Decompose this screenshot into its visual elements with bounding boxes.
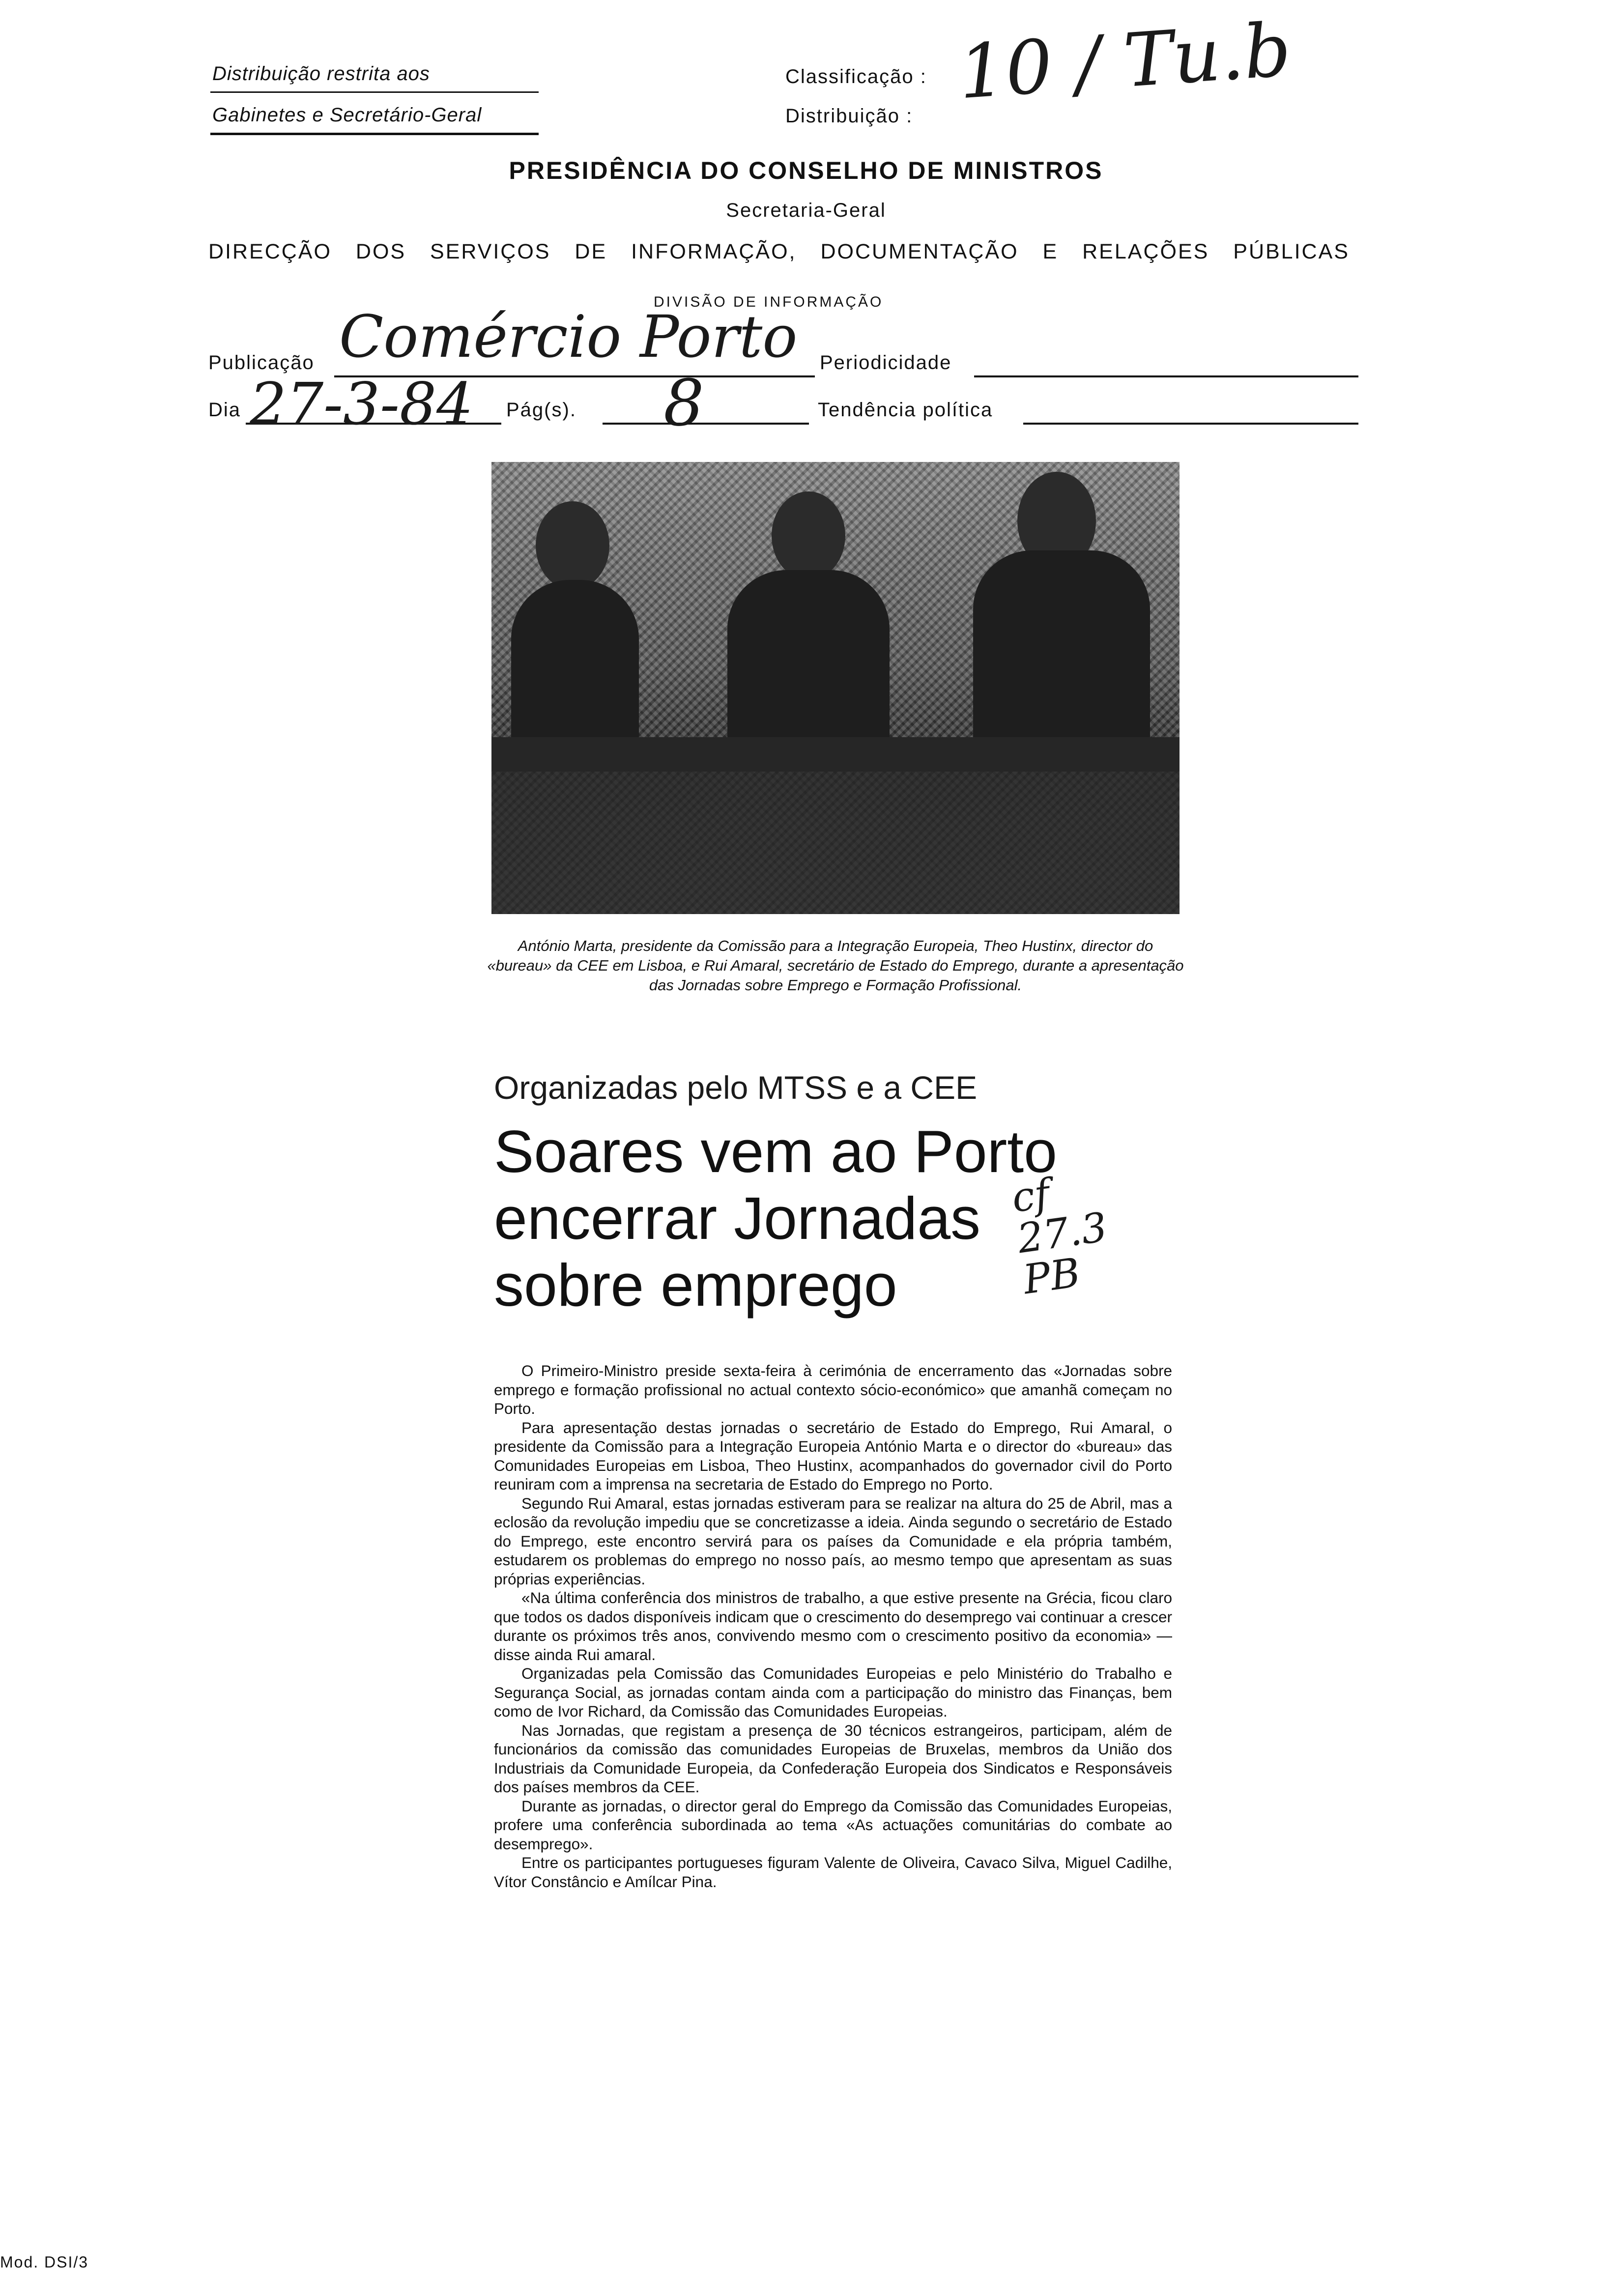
photo-person-center-head	[772, 491, 845, 580]
periodicidade-label: Periodicidade	[820, 352, 952, 373]
distribuicao-label: Distribuição :	[785, 105, 913, 127]
publicacao-handwritten-value: Comércio Porto	[339, 303, 798, 371]
body-paragraph-7: Durante as jornadas, o director geral do Emprego da Comissão das Comunidades Europeias, profere uma conferência subordinada ao tema «As actuações comunitárias do combate ao desemprego».	[494, 1797, 1172, 1853]
body-paragraph-3: Segundo Rui Amaral, estas jornadas estiveram para se realizar na altura do 25 de Abril, mas a eclosão da revolução impediu que se concretizasse a ideia. Ainda segundo o secretário de Estado do Emprego, este encontro servirá para os países da Comunidade e ela própria também, estudarem os problemas do emprego no nosso país, ao mesmo tempo que apresentam as suas próprias experiências.	[494, 1494, 1172, 1588]
directorate-heading: DIRECÇÃO DOS SERVIÇOS DE INFORMAÇÃO, DOCUMENTAÇÃO E RELAÇÕES PÚBLICAS	[208, 240, 1350, 263]
body-paragraph-5: Organizadas pela Comissão das Comunidades Europeias e pelo Ministério do Trabalho e Segurança Social, as jornadas contam ainda com a participação do ministro das Finanças, bem como de Ivor Richard, da Comissão das Comunidades Europeias.	[494, 1665, 1172, 1720]
body-paragraph-8: Entre os participantes portugueses figuram Valente de Oliveira, Cavaco Silva, Miguel Cadilhe, Vítor Constâncio e Amílcar Pina.	[494, 1854, 1172, 1891]
ministry-heading: PRESIDÊNCIA DO CONSELHO DE MINISTROS	[509, 157, 1103, 184]
photo-table	[491, 737, 1180, 772]
handwritten-annotation: cf 27.3 PB	[1008, 1170, 1110, 1304]
headline-line-2: encerrar Jornadas	[494, 1185, 981, 1252]
distribution-note-line2: Gabinetes e Secretário-Geral	[212, 104, 482, 126]
body-paragraph-4: «Na última conferência dos ministros de trabalho, a que estive presente na Grécia, ficou claro que todos os dados disponíveis indicam que o crescimento do desemprego vai continuar a crescer durante os próximos três anos, convivendo mesmo com o crescimento positivo da economia» — disse ainda Rui amaral.	[494, 1589, 1172, 1664]
photo-caption: António Marta, presidente da Comissão para a Integração Europeia, Theo Hustinx, director do «bureau» da CEE em Lisboa, e Rui Amaral, secretário de Estado do Emprego, durante a apresentação das Jornadas sobre Emprego e Formação Profissional.	[487, 937, 1184, 994]
distribution-underline-1	[210, 91, 539, 93]
tendencia-label: Tendência política	[818, 399, 993, 421]
handwritten-classification: 10 / Tu.b	[955, 7, 1294, 116]
body-paragraph-1: O Primeiro-Ministro preside sexta-feira à cerimónia de encerramento das «Jornadas sobre emprego e formação profissional no actual contexto sócio-económico» que amanhã começam no Porto.	[494, 1362, 1172, 1417]
article-kicker: Organizadas pelo MTSS e a CEE	[494, 1069, 978, 1106]
classificacao-label: Classificação :	[785, 66, 927, 87]
pags-label: Pág(s).	[506, 399, 576, 421]
photo-person-right	[973, 550, 1150, 767]
distribution-underline-2	[210, 133, 539, 135]
dia-label: Dia	[208, 399, 241, 421]
press-photo	[491, 462, 1180, 914]
photo-table-front	[491, 772, 1180, 914]
headline-line-3: sobre emprego	[494, 1252, 897, 1319]
periodicidade-field-line	[974, 375, 1358, 377]
publicacao-label: Publicação	[208, 352, 315, 373]
headline-line-1: Soares vem ao Porto	[494, 1118, 1058, 1185]
secretariat-heading: Secretaria-Geral	[726, 200, 886, 221]
photo-person-left-head	[536, 501, 609, 590]
pags-field-line	[603, 423, 809, 425]
article-body	[494, 1361, 1172, 1891]
pags-handwritten-value: 8	[663, 366, 704, 440]
dia-handwritten-value: 27-3-84	[250, 370, 474, 438]
form-code: Mod. DSI/3	[0, 2253, 89, 2271]
body-paragraph-2: Para apresentação destas jornadas o secretário de Estado do Emprego, Rui Amaral, o presidente da Comissão para a Integração Europeia António Marta e o director do «bureau» das Comunidades Europeias em Lisboa, Theo Hustinx, acompanhados do governador civil do Porto reuniram com a imprensa na secretaria de Estado do Emprego no Porto.	[494, 1418, 1172, 1493]
body-paragraph-6: Nas Jornadas, que registam a presença de 30 técnicos estrangeiros, participam, além de funcionários da comissão das comunidades Europeias de Bruxelas, membros da União dos Industriais da Comunidade Europeia, da Confederação Europeia dos Sindicatos e Responsáveis dos países membros da CEE.	[494, 1721, 1172, 1796]
division-heading: DIVISÃO DE INFORMAÇÃO	[654, 294, 884, 310]
distribution-note-line1: Distribuição restrita aos	[212, 63, 430, 85]
tendencia-field-line	[1023, 423, 1358, 425]
